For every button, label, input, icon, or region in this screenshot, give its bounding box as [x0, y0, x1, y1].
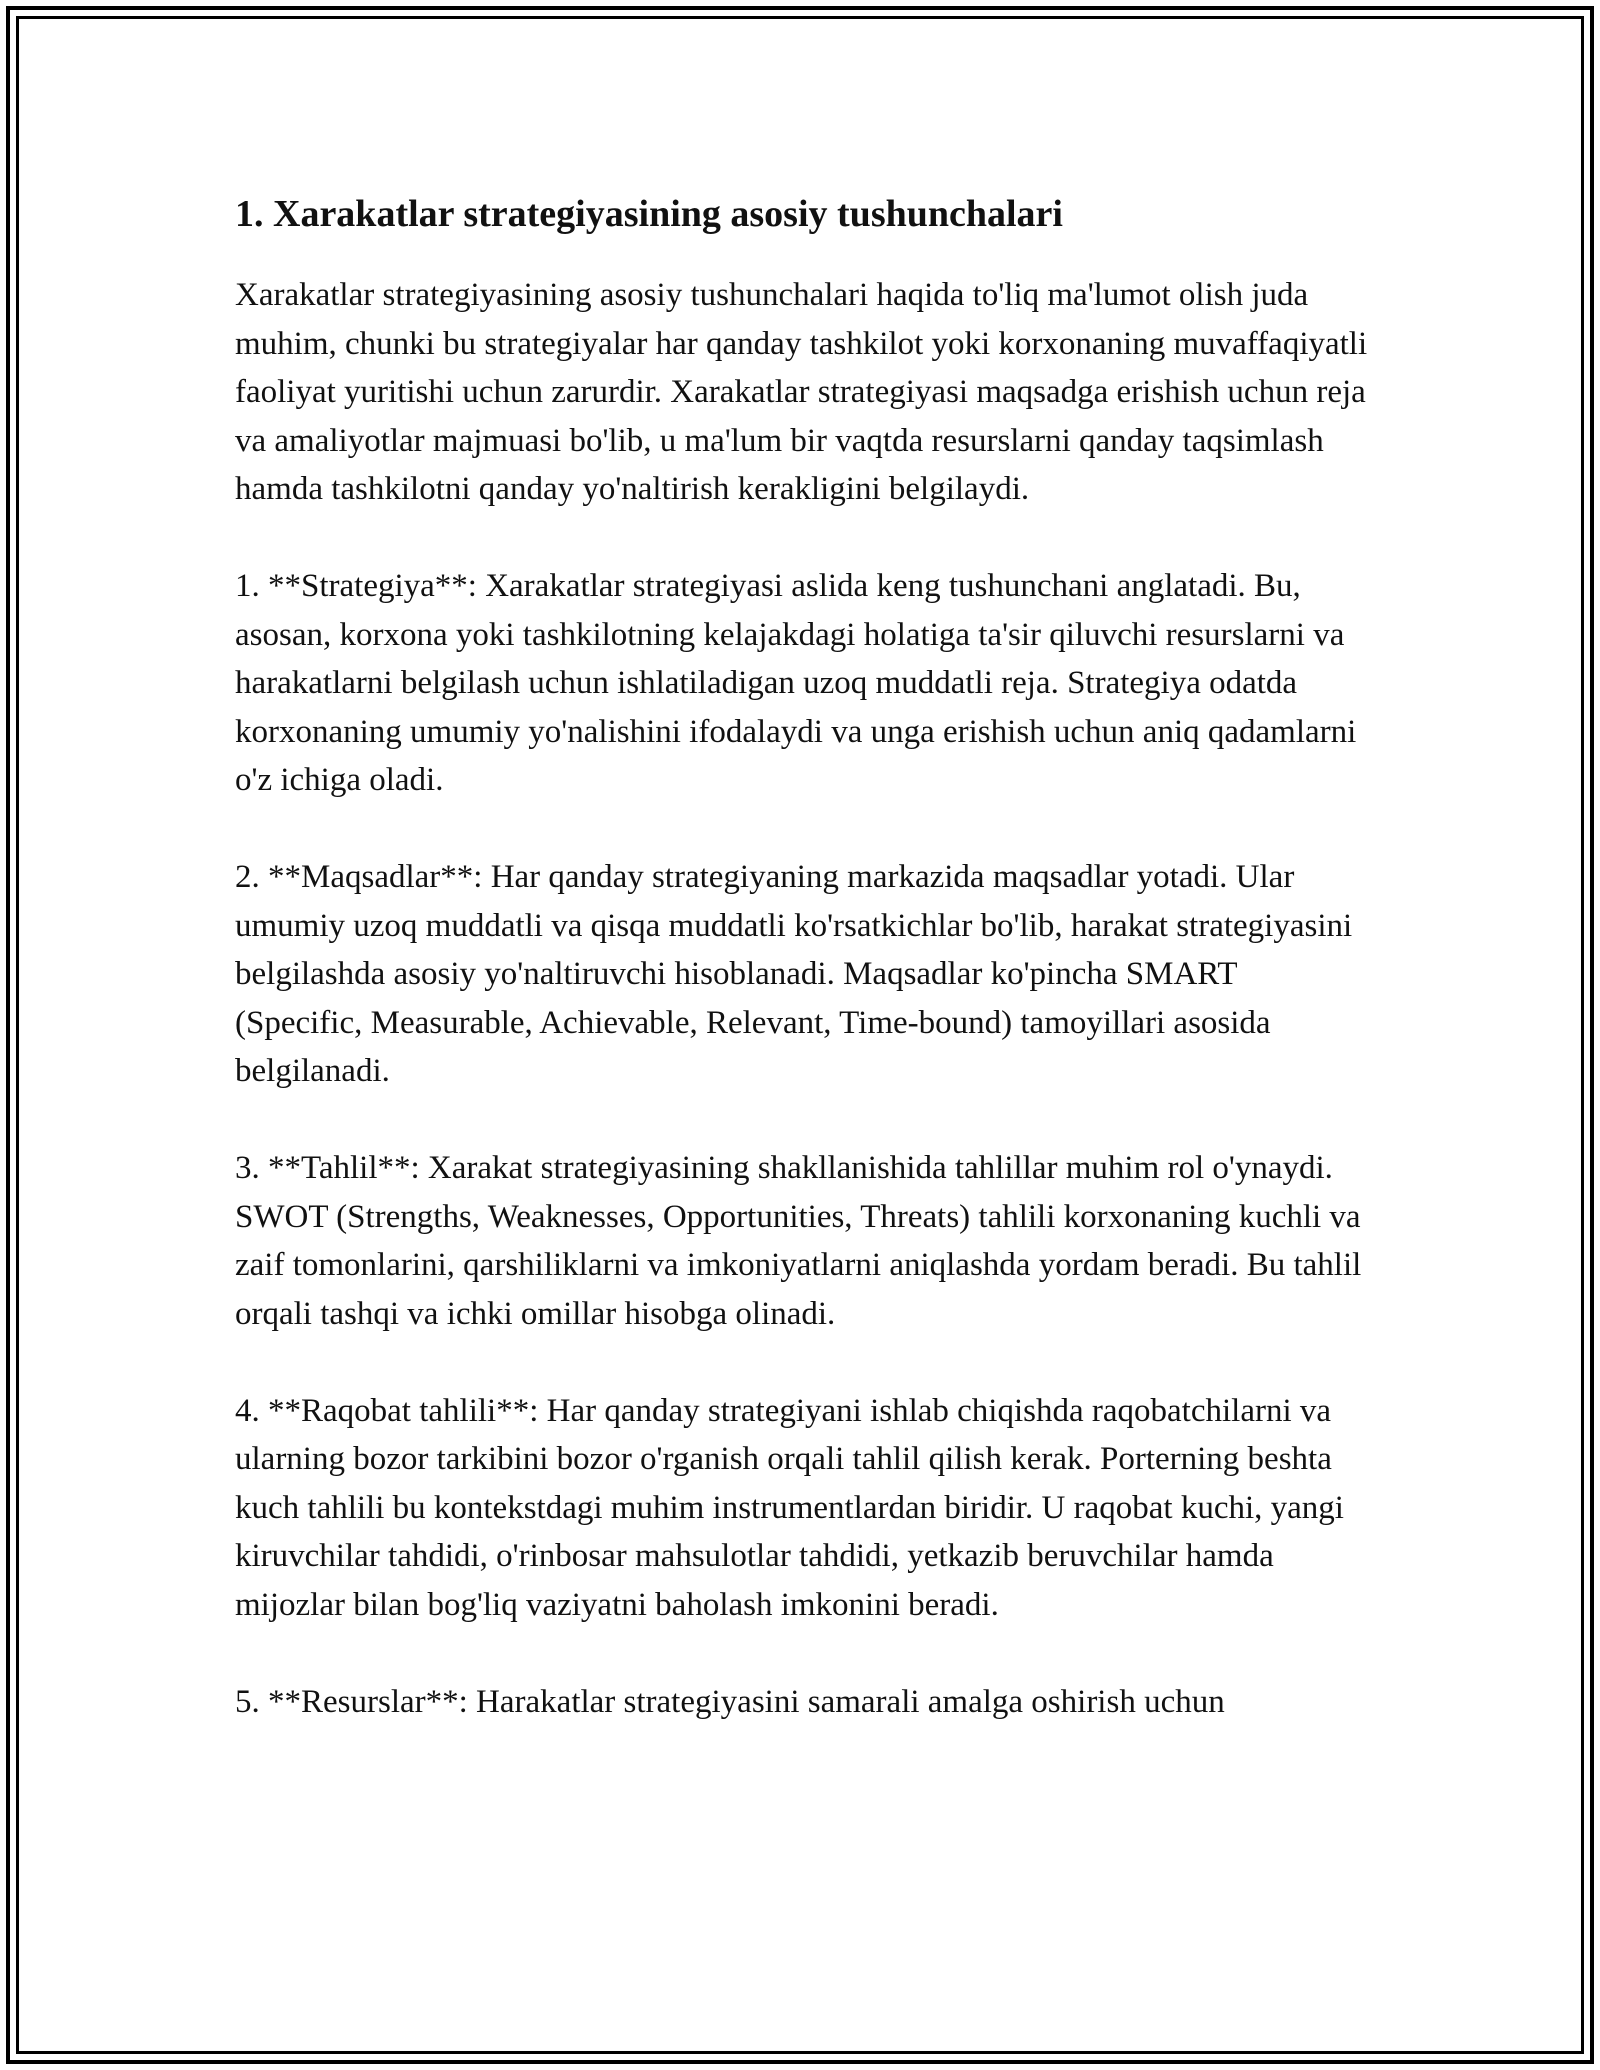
paragraph-raqobat-tahlili: 4. **Raqobat tahlili**: Har qanday strategiyani ishlab chiqishda raqobatchilarni va ularning bozor tarkibini bozor o'rganish orqali tahlil qilish kerak. Porterning beshta kuch tahlili bu kontekstdagi muhim instrumentlardan biridir. U raqobat kuchi, yangi kiruvchilar tahdidi, o'rinbosar mahsulotlar tahdidi, yetkazib beruvchilar hamda mijozlar bilan bog'liq vaziyatni baholash imkonini beradi. — [235, 1392, 1344, 1623]
paragraph-strategiya: 1. **Strategiya**: Xarakatlar strategiyasi aslida keng tushunchani anglatadi. Bu, asosan, korxona yoki tashkilotning kelajakdagi holatiga ta'sir qiluvchi resurslarni va harakatlarni belgilash uchun ishlatiladigan uzoq muddatli reja. Strategiya odatda korxonaning umumiy yo'nalishini ifodalaydi va unga erishish uchun aniq qadamlarni o'z ichiga oladi. — [235, 568, 1357, 798]
section-heading: 1. Xarakatlar strategiyasining asosiy tushunchalari — [235, 193, 1063, 235]
paragraph-maqsadlar: 2. **Maqsadlar**: Har qanday strategiyaning markazida maqsadlar yotadi. Ular umumiy uzoq muddatli va qisqa muddatli ko'rsatkichlar bo'lib, harakat strategiyasini belgilashda asosiy yo'naltiruvchi hisoblanadi. Maqsadlar ko'pincha SMART (Specific, Measurable, Achievable, Relevant, Time-bound) tamoyillari asosida belgilanadi. — [235, 859, 1353, 1089]
intro-paragraph: Xarakatlar strategiyasining asosiy tushunchalari haqida to'liq ma'lumot olish juda muhim, chunki bu strategiyalar har qanday tashkilot yoki korxonaning muvaffaqiyatli faoliyat yuritishi uchun zarurdir. Xarakatlar strategiyasi maqsadga erishish uchun reja va amaliyotlar majmuasi bo'lib, u ma'lum bir vaqtda resurslarni qanday taqsimlash hamda tashkilotni qanday yo'naltirish kerakligini belgilaydi. — [235, 277, 1368, 507]
paragraph-tahlil: 3. **Tahlil**: Xarakat strategiyasining shakllanishida tahlillar muhim rol o'ynaydi. SWOT (Strengths, Weaknesses, Opportunities, Threats) tahlili korxonaning kuchli va zaif tomonlarini, qarshiliklarni va imkoniyatlarni aniqlashda yordam beradi. Bu tahlil orqali tashqi va ichki omillar hisobga olinadi. — [235, 1150, 1362, 1332]
paragraph-resurslar: 5. **Resurslar**: Harakatlar strategiyasini samarali amalga oshirish uchun — [235, 1683, 1225, 1720]
document-body — [235, 185, 1370, 1726]
